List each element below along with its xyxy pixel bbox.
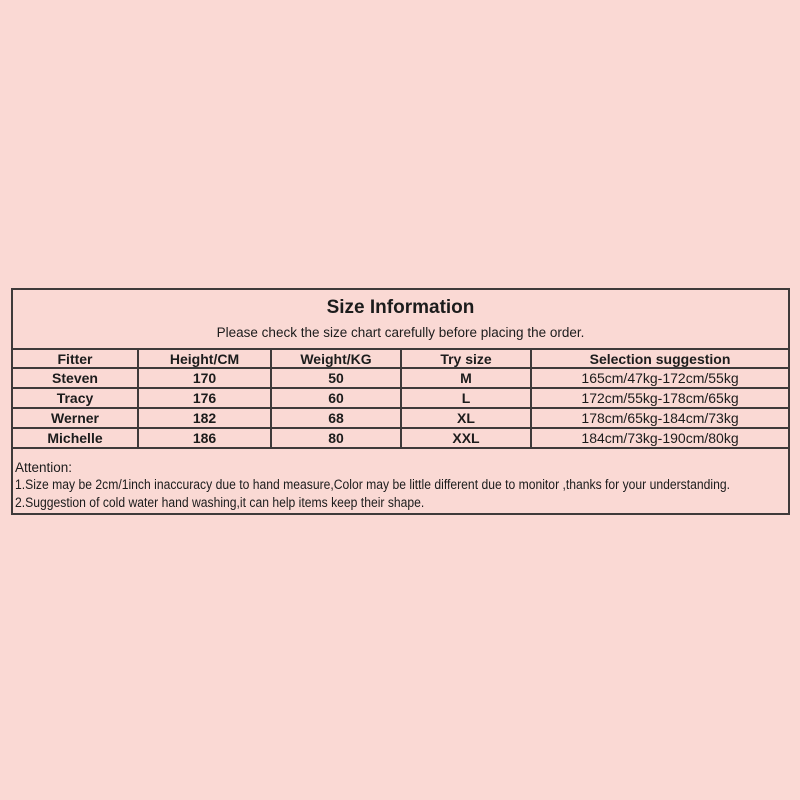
column-header-try-size: Try size [401, 349, 531, 368]
attention-section [12, 448, 789, 514]
cell-fitter: Tracy [12, 388, 138, 408]
page-title: Size Information [326, 297, 475, 318]
cell-try-size: XL [401, 408, 531, 428]
cell-suggestion: 172cm/55kg-178cm/65kg [531, 388, 789, 408]
cell-suggestion: 184cm/73kg-190cm/80kg [531, 428, 789, 448]
cell-height: 186 [138, 428, 271, 448]
cell-weight: 68 [271, 408, 401, 428]
cell-fitter: Michelle [12, 428, 138, 448]
attention-line-1: 1.Size may be 2cm/1inch inaccuracy due to hand measure,Color may be little different due to monitor ,thanks for your understanding. [15, 477, 730, 492]
attention-row [12, 448, 789, 514]
attention-heading: Attention: [15, 459, 73, 475]
column-header-weight: Weight/KG [271, 349, 401, 368]
cell-weight: 80 [271, 428, 401, 448]
cell-weight: 50 [271, 368, 401, 388]
table-row [12, 388, 789, 408]
column-header-height: Height/CM [138, 349, 271, 368]
cell-suggestion: 178cm/65kg-184cm/73kg [531, 408, 789, 428]
table-header-row [12, 349, 789, 368]
column-header-fitter: Fitter [12, 349, 138, 368]
cell-weight: 60 [271, 388, 401, 408]
cell-fitter: Steven [12, 368, 138, 388]
page-subtitle: Please check the size chart carefully before placing the order. [216, 325, 585, 340]
cell-height: 176 [138, 388, 271, 408]
column-header-suggestion: Selection suggestion [531, 349, 789, 368]
cell-try-size: XXL [401, 428, 531, 448]
cell-height: 170 [138, 368, 271, 388]
cell-fitter: Werner [12, 408, 138, 428]
cell-try-size: M [401, 368, 531, 388]
cell-height: 182 [138, 408, 271, 428]
panel-header [12, 289, 789, 349]
table-row [12, 408, 789, 428]
cell-suggestion: 165cm/47kg-172cm/55kg [531, 368, 789, 388]
cell-try-size: L [401, 388, 531, 408]
attention-line-2: 2.Suggestion of cold water hand washing,it can help items keep their shape. [15, 494, 425, 510]
table-row [12, 368, 789, 388]
size-information-panel [11, 288, 790, 515]
table-row [12, 428, 789, 448]
panel-header-row [12, 289, 789, 349]
